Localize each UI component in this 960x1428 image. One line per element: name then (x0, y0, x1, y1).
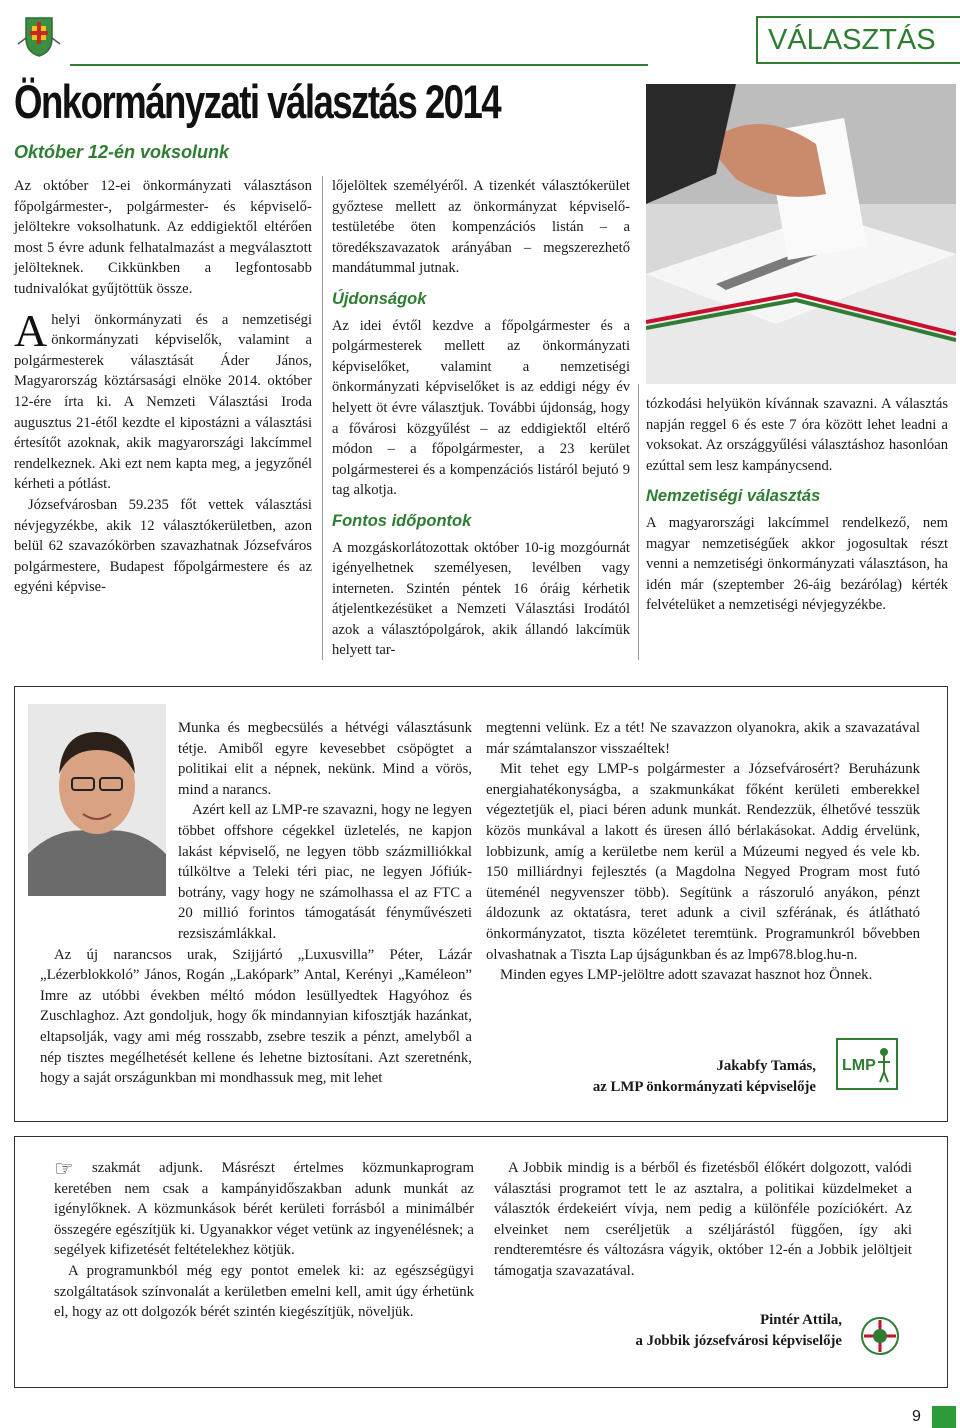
top-divider (70, 64, 648, 66)
page-number: 9 (912, 1408, 921, 1425)
article-column-3 (646, 394, 948, 616)
signature-name: Pintér Attila, (760, 1312, 842, 1328)
lmp-paragraph: Azért kell az LMP-re szavazni, hogy ne legyen többet offshore cégekkel üzletelés, ne kapjon lakást képviselő, ne legyen több százmilliókkal túlköltve a Teleki téri piac, ne legyen Jófiúk-botrány, vagy hogy ne számolhassa el az FTC a 20 millió forintos támogatását fényművészeti rezsiszámlákkal. (178, 802, 472, 942)
jobbik-paragraph: A programunkból még egy pontot emelek ki: az egészségügyi szolgáltatások színvonalát a kerületben emelni kell, amit úgy érhetünk el, hogy az ott dolgozók bérét szintén kiegészítjük, növeljük. (54, 1262, 474, 1321)
lmp-right-column (486, 718, 920, 986)
lmp-paragraph: megtenni velünk. Ez a tét! Ne szavazzon olyanokra, akik a szavazatával már számtalanszor visszaéltek! (486, 720, 920, 757)
article-paragraph: lőjelöltek személyéről. A tizenkét választókerület győztese mellett az önkormányzat képviselő-testületébe öten kompenzációs listán – a töredékszavazatok arányában – megszerezhető mandátummal jutnak. (332, 178, 630, 277)
jobbik-signature (494, 1310, 842, 1351)
jobbik-logo-icon (860, 1316, 900, 1356)
page-subtitle: Október 12-én voksolunk (14, 142, 230, 162)
lmp-paragraph: Mit tehet egy LMP-s polgármester a Józsefvárosért? Beruházunk energiahatékonyságba, a szakmunkákat főként kerületi emberekkel végeztetjük el, piaci béren adunk munkát. Rendezzük, élhetővé tesszük közös munkával a lakott és üresen álló bérlakásokat. Addig érvelünk, lobbizunk, amíg a kerületbe nem kerül a Múzeumi negyed és vele kb. 150 milliárdnyi fejlesztés (a Magdolna Negyed Program most futó üteménél negyvenszer több). Segítünk a rászoruló anyákon, pénzt áldozunk az oktatásra, teret adunk a civil szférának, és átlátható önkormányzatot, tiszta közéletet teremtünk. Programunkról bővebben olvashatnak a Tiszta Lap újságunkban és az lmp678.blog.hu-n. (486, 761, 920, 963)
article-paragraph: Az idei évtől kezdve a főpolgármester és a polgármesterek mellett az önkormányzati képviselőket, valamint a nemzetiségi önkormányzati képviselőket is az eddigi négy év helyett öt évre választjuk. További újdonság, hogy a fővárosi közgyűlést – az eddigiektől eltérő módon – a főpolgármester, a 23 kerület polgármesterei és a kompenzációs listáról bejutó 9 tag alkotja. (332, 317, 630, 499)
lmp-left-column (40, 718, 472, 1089)
signature-title: a Jobbik józsefvárosi képviselője (635, 1332, 842, 1349)
drop-cap: A (14, 304, 48, 356)
article-column-2 (332, 176, 630, 661)
page-title: Önkormányzati választás 2014 (14, 75, 501, 128)
article-lead: Az október 12-ei önkormányzati választáson főpolgármester-, polgármester- és képviselő-jelöltekre voksolhatunk. Az eddigiektől eltérően most 5 évre adunk felhatalmazást a megválasztott jelölteknek. Cikkünkben a legfontosabb tudnivalókat gyűjtöttük össze. (14, 178, 312, 297)
lmp-paragraph: Az új narancsos urak, Szijjártó „Luxusvilla” Péter, Lázár „Lézerblokkoló” János, Rogán „Lakópark” Antal, Kerényi „Kaméleon” Imre az utóbbi években méltó módon lesüllyedtek Hagyóhoz és Zuschlaghoz. Azt gondoljuk, hogy ők mindannyian kifosztják hazánkat, eltapsolják, vagy ami még rosszabb, zsebre teszik a pénzt, amelyből a nép tisztes megélhetését kellene és lehetne biztosítani. Azt szeretnénk, hogy a saját országunkban mi mondhassuk meg, mit lehet (40, 946, 472, 1087)
subheading-nationality: Nemzetiségi választás (646, 487, 821, 506)
jobbik-paragraph: szakmát adjunk. Másrészt értelmes közmunkaprogram keretében nem csak a kampányidőszakban adunk munkát az igénylőknek. A közmunkások bérét kerületi forrásból a minimálbér összegére egészítjük ki. Ugyanakkor véget vetünk az ingyenélésnek; a segélyek kifizetését feltételekhez kötjük. (54, 1160, 474, 1259)
lmp-paragraph: Minden egyes LMP-jelöltre adott szavazat hasznot hoz Önnek. (500, 967, 873, 984)
jobbik-right-column (494, 1158, 912, 1282)
article-paragraph (14, 304, 312, 495)
signature-name: Jakabfy Tamás, (716, 1058, 816, 1074)
subheading-news: Újdonságok (332, 289, 427, 308)
article-column-1 (14, 176, 312, 598)
district-crest-icon (16, 14, 62, 58)
article-paragraph: A mozgáskorlátozottak október 10-ig mozgóurnát igényelhetnek személyesen, levélben vagy interneten. Szintén péntek 16 óráig kérhetik átjelentkezésüket a Nemzeti Választási Irodától azok a választópolgárok, akik állandó lakcímük helyett tar- (332, 539, 630, 659)
article-paragraph: Józsefvárosban 59.235 főt vettek választási névjegyzékbe, akik 12 választókerületben, azon belül 62 szavazókörben szavazhatnak Józsefváros polgármestere, Budapest főpolgármestere és az egyéni képvise- (14, 496, 312, 596)
jobbik-paragraph: A Jobbik mindig is a bérből és fizetésből élőkért dolgozott, valódi választási programot tett le az asztalra, a politikai küzdelmeket a választók érdekeiért vívja, nem pedig a különféle pozíciókért. Az elveinket nem cseréljetük a széljárástól függően, így aki rendteremtésre és változásra vágyik, október 12-én a Jobbik jelöltjeit támogatja szavazatával. (494, 1160, 912, 1279)
article-paragraph: tózkodási helyükön kívánnak szavazni. A választás napján reggel 6 és este 7 óra között lehet leadni a voksokat. Az országgyűlési választáshoz hasonlóan ezúttal sem lesz kampánycsend. (646, 396, 948, 474)
article-paragraph: A magyarországi lakcímmel rendelkező, nem magyar nemzetiségűek akkor jogosultak részt venni a nemzetiségi önkormányzati választáson, ha idén már (szeptember 26-áig bezárólag) kérték felvételüket a nemzetiségi névjegyzékbe. (646, 514, 948, 614)
lmp-logo-icon (836, 1038, 898, 1090)
lmp-paragraph: Munka és megbecsülés a hétvégi választásunk tétje. Amiből egyre kevesebbet csöpögtet a politikai elit a népnek, nekünk. Mind a vörös, mind a narancs. (178, 720, 472, 798)
ballot-box-photo (646, 84, 956, 384)
section-label: VÁLASZTÁS (756, 16, 960, 64)
jobbik-left-column (54, 1158, 474, 1323)
page-marker (932, 1406, 956, 1428)
lmp-signature (486, 1056, 816, 1097)
subheading-dates: Fontos időpontok (332, 511, 472, 530)
signature-title: az LMP önkormányzati képviselője (592, 1078, 816, 1095)
pointing-hand-icon: ☞ (54, 1156, 74, 1181)
article-paragraph-text: helyi önkormányzati és a nemzetiségi önkormányzati képviselők, valamint a polgármesterek választását Áder János, Magyarország köztársasági elnöke 2014. október 12-ére írta ki. A Nemzeti Választási Iroda augusztus 21-étől kezdte el kipostázni a választási értesítőt azoknak, akik magyarországi lakcímmel rendelkeznek. Aki ezt nem kapta meg, a jegyzőnél kérheti a pótlást. (14, 311, 312, 493)
column-divider (322, 176, 323, 660)
svg-text:LMP: LMP (842, 1057, 876, 1074)
column-divider (638, 384, 639, 660)
